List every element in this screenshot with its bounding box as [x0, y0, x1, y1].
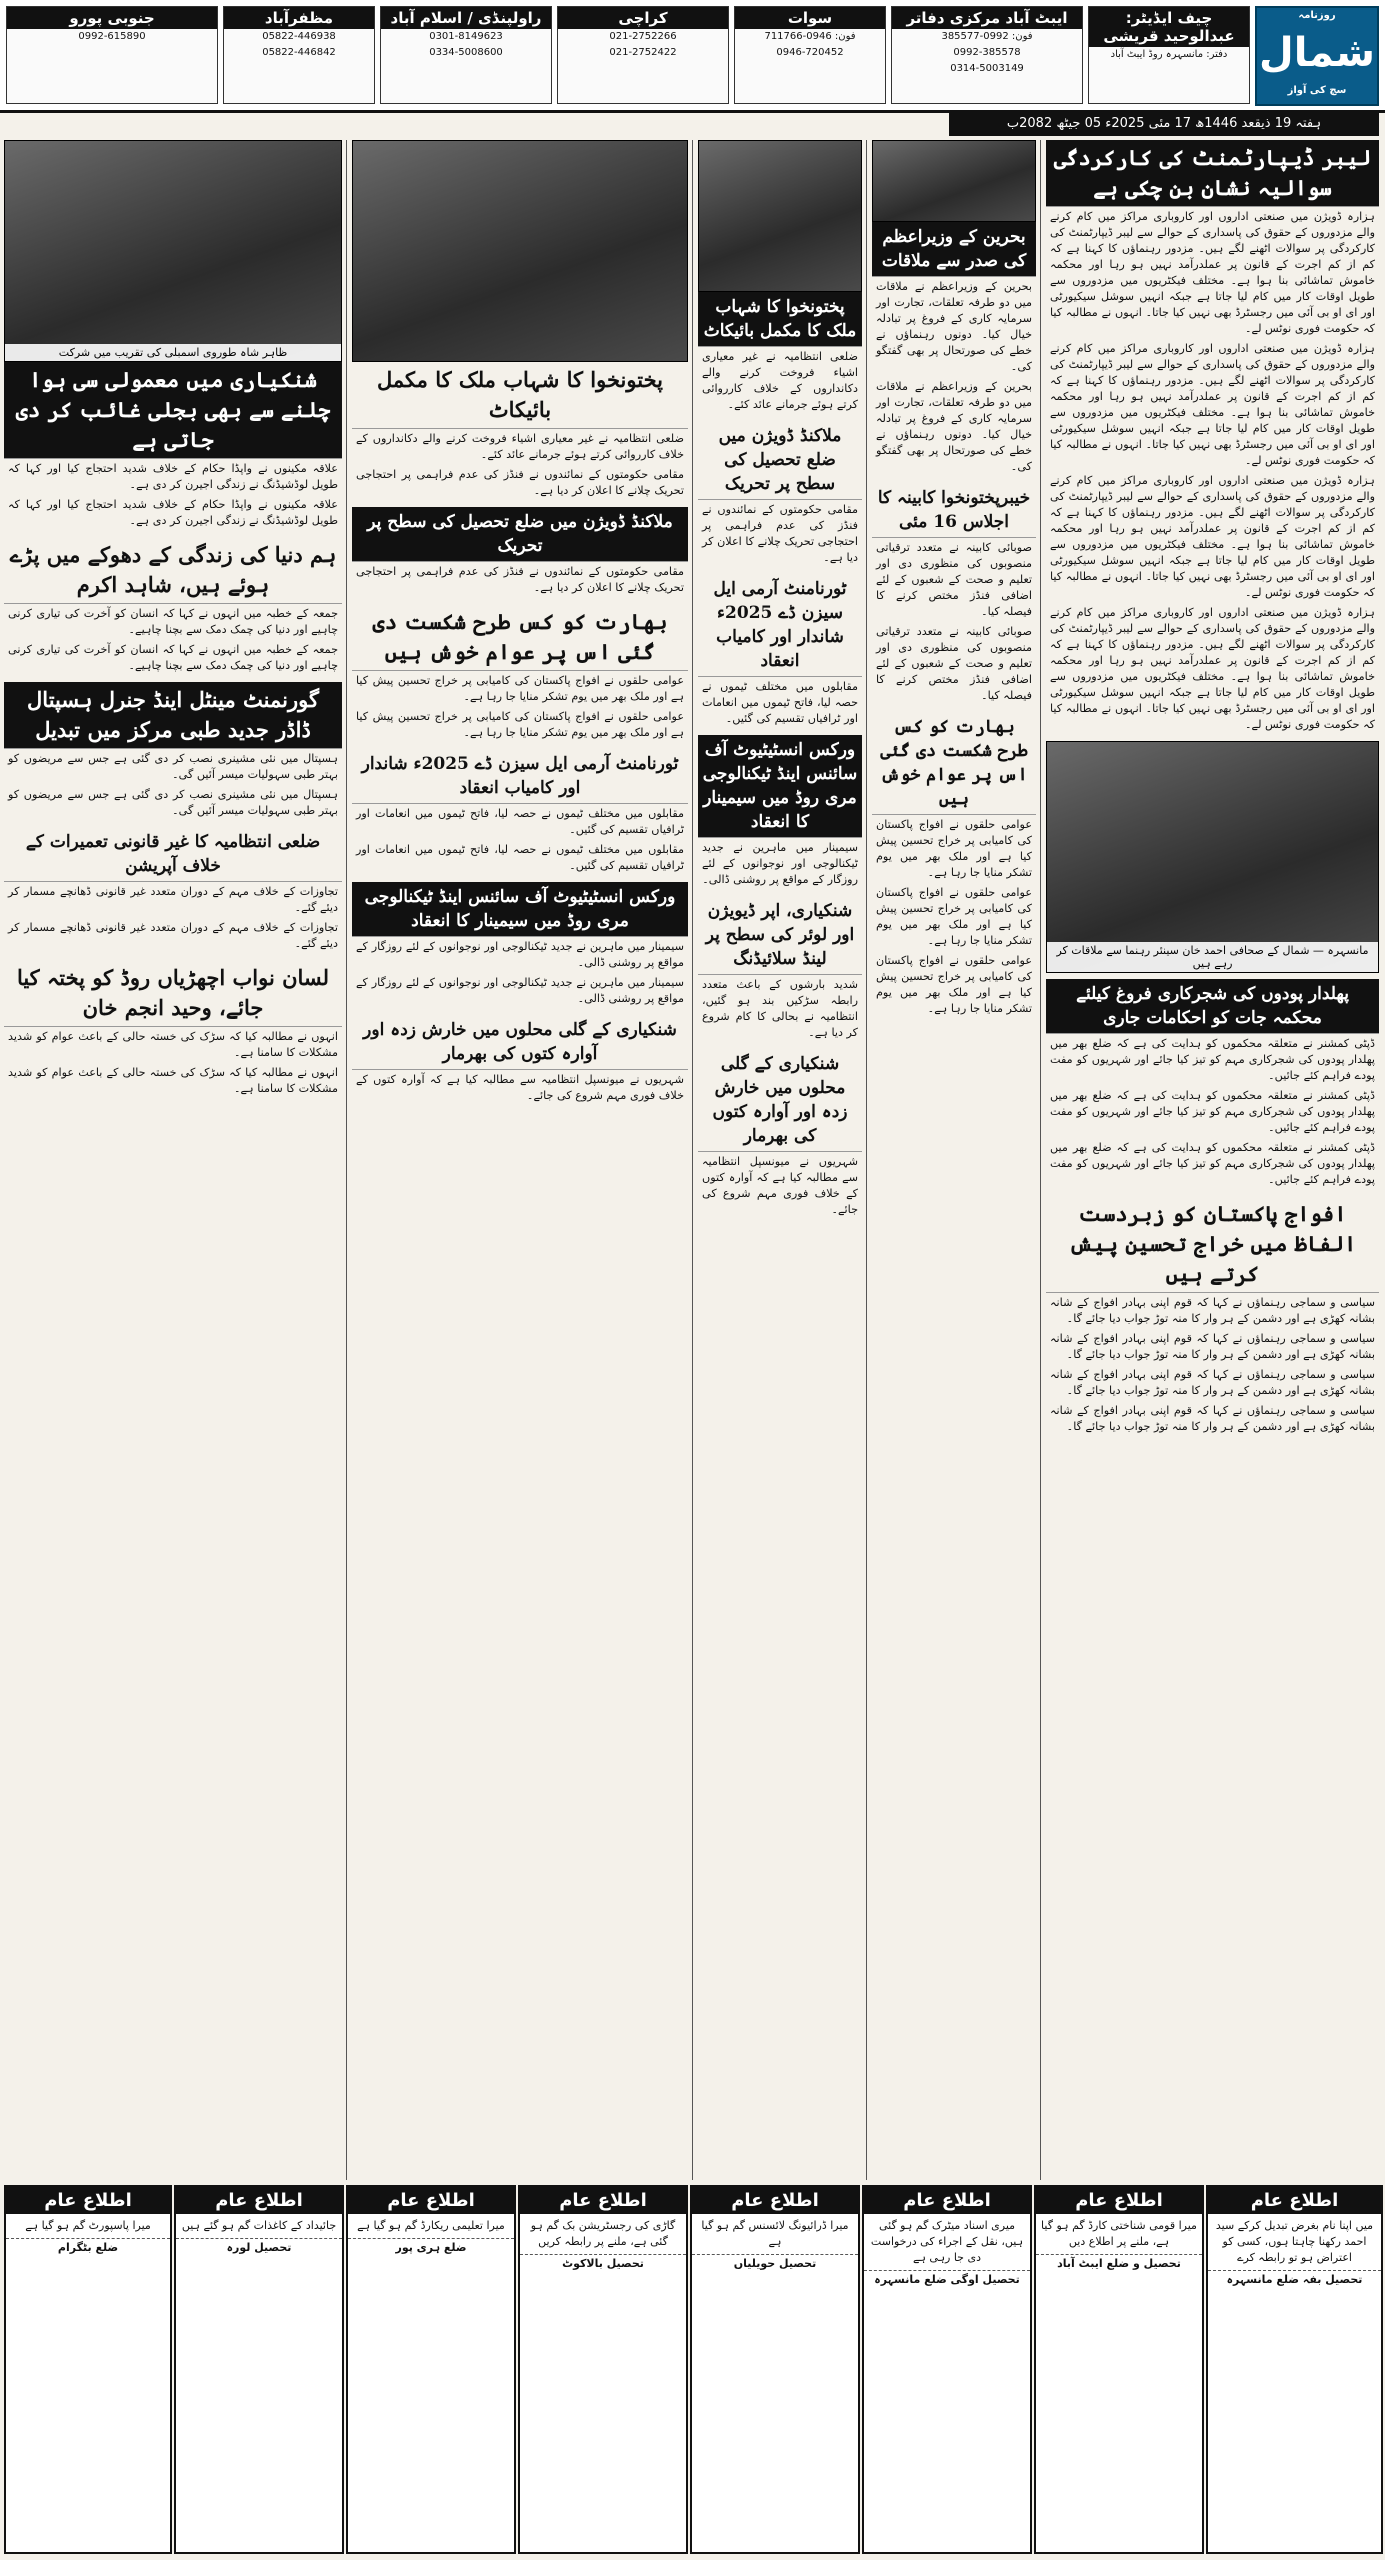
story — [872, 712, 1036, 1019]
office-line: فون: 0946-711766 — [764, 31, 856, 42]
public-notice — [690, 2185, 860, 2554]
story-body: عوامی حلقوں نے افواج پاکستان کی کامیابی پر خراج تحسین پیش کیا ہے اور ملک بھر میں یوم تشکر منایا جا رہا ہے۔ — [876, 954, 1032, 1015]
story-body: عوامی حلقوں نے افواج پاکستان کی کامیابی پر خراج تحسین پیش کیا ہے اور ملک بھر میں یوم تشکر منایا جا رہا ہے۔ — [356, 674, 684, 703]
story-body: مقامی حکومتوں کے نمائندوں نے فنڈز کی عدم فراہمی پر احتجاجی تحریک چلانے کا اعلان کر دیا ہے۔ — [702, 503, 858, 564]
notice-body: میں اپنا نام بغرض تبدیل کرکے سید احمد رکھنا چاہتا ہوں، کسی کو اعتراض ہو تو رابطہ کرے — [1215, 2219, 1374, 2264]
story-headline: شنکیاری میں معمولی سی ہوا چلنے سے بھی بجلی غائب کر دی جاتی ہے — [4, 362, 342, 459]
office-box — [891, 6, 1083, 104]
story-body: ضلعی انتظامیہ نے غیر معیاری اشیاء فروخت کرنے والے دکانداروں کے خلاف کارروائی کرتے ہوئے جرمانے عائد کئے۔ — [702, 350, 858, 411]
office-box — [380, 6, 552, 104]
public-notice — [862, 2185, 1032, 2554]
story-body: مقامی حکومتوں کے نمائندوں نے فنڈز کی عدم فراہمی پر احتجاجی تحریک چلانے کا اعلان کر دیا ہے۔ — [356, 468, 684, 497]
story — [352, 882, 688, 1009]
story — [1046, 979, 1379, 1190]
story — [352, 507, 688, 598]
story-photo — [4, 140, 342, 362]
office-line: 05822-446938 — [262, 31, 336, 42]
story-body: عوامی حلقوں نے افواج پاکستان کی کامیابی پر خراج تحسین پیش کیا ہے اور ملک بھر میں یوم تشکر منایا جا رہا ہے۔ — [876, 886, 1032, 947]
notice-footer: ضلع ہری پور — [348, 2238, 514, 2256]
story-headline: ملاکنڈ ڈویژن میں ضلع تحصیل کی سطح پر تحریک — [352, 507, 688, 562]
column-lead — [1046, 140, 1379, 2175]
story-headline: ملاکنڈ ڈویژن میں ضلع تحصیل کی سطح پر تحریک — [698, 421, 862, 500]
story-body: بحرین کے وزیراعظم نے ملاقات میں دو طرفہ تعلقات، تجارت اور سرمایہ کاری کے فروغ پر تبادلہ خیال کیا۔ دونوں رہنماؤں نے خطے کی صورتحال پر بھی گفتگو کی۔ — [876, 280, 1032, 373]
story — [698, 896, 862, 1043]
notice-footer: تحصیل و ضلع ایبٹ آباد — [1036, 2254, 1202, 2272]
lead-body: ہزارہ ڈویژن میں صنعتی اداروں اور کاروباری مراکز میں کام کرنے والے مزدوروں کے حقوق کی پاسداری کے حوالے سے لیبر ڈیپارٹمنٹ کی کارکردگی پر سوالات اٹھنے لگے ہیں۔ مزدور رہنماؤں کا کہنا ہے کہ کم از کم اجرت کے قانون پر عملدرآمد نہیں ہو رہا اور محکمہ خاموش تماشائی بنا ہوا ہے۔ مختلف فیکٹریوں میں مزدوروں سے طویل اوقات کار میں کام لیا جاتا ہے جبکہ انہیں سوشل سیکیورٹی اور ای او بی آئی میں رجسٹرڈ بھی نہیں کیا جاتا۔ انہوں نے مطالبہ کیا کہ حکومت فوری نوٹس لے۔ — [1050, 210, 1375, 335]
office-line: 0992-615890 — [78, 31, 146, 42]
office-name: سوات — [735, 7, 885, 29]
notice-body: میرا تعلیمی ریکارڈ گم ہو گیا ہے — [357, 2219, 505, 2232]
notice-body: جائیداد کے کاغذات گم ہو گئے ہیں — [181, 2219, 337, 2232]
story-headline: بھارت کو کس طرح شکست دی گئی اس پر عوام خوش ہیں — [872, 712, 1036, 815]
story-headline: شنکیاری، اپر ڈیویژن اور لوئر کی سطح پر لینڈ سلائیڈنگ — [698, 896, 862, 975]
story-body: ضلعی انتظامیہ نے غیر معیاری اشیاء فروخت کرنے والے دکانداروں کے خلاف کارروائی کرتے ہوئے جرمانے عائد کئے۔ — [356, 432, 684, 461]
office-line: 0314-5003149 — [950, 63, 1024, 74]
public-notice — [518, 2185, 688, 2554]
logo-sub: روزنامہ — [1298, 10, 1336, 21]
story-body: بحرین کے وزیراعظم نے ملاقات میں دو طرفہ تعلقات، تجارت اور سرمایہ کاری کے فروغ پر تبادلہ خیال کیا۔ دونوں رہنماؤں نے خطے کی صورتحال پر بھی گفتگو کی۔ — [876, 380, 1032, 473]
story-body: سیاسی و سماجی رہنماؤں نے کہا کہ قوم اپنی بہادر افواج کے شانہ بشانہ کھڑی ہے اور دشمن کے ہر وار کا منہ توڑ جواب دیا جائے گا۔ — [1050, 1332, 1375, 1361]
story-photo — [698, 140, 862, 292]
story-body: عوامی حلقوں نے افواج پاکستان کی کامیابی پر خراج تحسین پیش کیا ہے اور ملک بھر میں یوم تشکر منایا جا رہا ہے۔ — [356, 710, 684, 739]
story — [1046, 1196, 1379, 1437]
story-headline: لسان نواب اچھڑیاں روڈ کو پختہ کیا جائے، وحید انجم خان — [4, 960, 342, 1027]
office-line: 05822-446842 — [262, 47, 336, 58]
story — [872, 222, 1036, 477]
story-headline: ضلعی انتظامیہ کا غیر قانونی تعمیرات کے خلاف آپریشن — [4, 827, 342, 882]
notice-body: گاڑی کی رجسٹریشن بک گم ہو گئی ہے، ملنے پر رابطہ کریں — [530, 2219, 676, 2248]
column-5 — [4, 140, 342, 2175]
notice-title: اطلاع عام — [6, 2187, 170, 2214]
story-body: تجاوزات کے خلاف مہم کے دوران متعدد غیر قانونی ڈھانچے مسمار کر دیئے گئے۔ — [8, 921, 338, 950]
notice-body: میری اسناد میٹرک گم ہو گئی ہیں، نقل کے اجراء کی درخواست دی جا رہی ہے — [870, 2219, 1024, 2264]
office-box — [1088, 6, 1250, 104]
notice-footer: تحصیل لورہ — [176, 2238, 342, 2256]
notice-title: اطلاع عام — [692, 2187, 858, 2214]
story-body: مقابلوں میں مختلف ٹیموں نے حصہ لیا، فاتح ٹیموں میں انعامات اور ٹرافیاں تقسیم کی گئیں۔ — [356, 843, 684, 872]
office-line: 0992-385578 — [953, 47, 1021, 58]
office-name: راولپنڈی / اسلام آباد — [381, 7, 551, 29]
office-line: 021-2752422 — [609, 47, 677, 58]
story-body: علاقہ مکینوں نے واپڈا حکام کے خلاف شدید احتجاج کیا اور کہا کہ طویل لوڈشیڈنگ نے زندگی اجیرن کر دی ہے۔ — [8, 462, 338, 491]
story-body: شدید بارشوں کے باعث متعدد رابطہ سڑکیں بند ہو گئیں، انتظامیہ نے بحالی کا کام شروع کر دیا ہے۔ — [702, 978, 858, 1039]
notice-title: اطلاع عام — [348, 2187, 514, 2214]
lead-story — [1046, 140, 1379, 735]
story — [4, 362, 342, 531]
office-name: جنوبی پورو — [7, 7, 217, 29]
notice-body: میرا ڈرائیونگ لائسنس گم ہو گیا ہے — [701, 2219, 849, 2248]
story-headline: شنکیاری کے گلی محلوں میں خارش زدہ اور آوارہ کتوں کی بھرمار — [698, 1049, 862, 1152]
story-headline: ٹورنامنٹ آرمی ایل سیزن ڈے 2025ء شاندار اور کامیاب انعقاد — [698, 574, 862, 677]
notice-title: اطلاع عام — [1208, 2187, 1381, 2214]
public-notice — [174, 2185, 344, 2554]
story-headline: بحرین کے وزیراعظم کی صدر سے ملاقات — [872, 222, 1036, 277]
column-divider — [1040, 140, 1041, 2180]
office-line: 021-2752266 — [609, 31, 677, 42]
story-body: مقابلوں میں مختلف ٹیموں نے حصہ لیا، فاتح ٹیموں میں انعامات اور ٹرافیاں تقسیم کی گئیں۔ — [356, 807, 684, 836]
notice-body: میرا پاسپورٹ گم ہو گیا ہے — [25, 2219, 151, 2232]
story-body: سیمینار میں ماہرین نے جدید ٹیکنالوجی اور نوجوانوں کے لئے روزگار کے مواقع پر روشنی ڈالی۔ — [702, 841, 858, 886]
story — [4, 960, 342, 1099]
lead-photo — [1046, 741, 1379, 973]
story-body: سیاسی و سماجی رہنماؤں نے کہا کہ قوم اپنی بہادر افواج کے شانہ بشانہ کھڑی ہے اور دشمن کے ہر وار کا منہ توڑ جواب دیا جائے گا۔ — [1050, 1368, 1375, 1397]
story-body: جمعہ کے خطبہ میں انہوں نے کہا کہ انسان کو آخرت کی تیاری کرنی چاہیے اور دنیا کی چمک دمک سے بچنا چاہیے۔ — [8, 643, 338, 672]
story-body: ڈپٹی کمشنر نے متعلقہ محکموں کو ہدایت کی ہے کہ ضلع بھر میں پھلدار پودوں کی شجرکاری مہم کو تیز کیا جائے اور شہریوں کو مفت پودے فراہم کئے جائیں۔ — [1050, 1089, 1375, 1134]
office-name: ایبٹ آباد مرکزی دفاتر — [892, 7, 1082, 29]
story-body: انہوں نے مطالبہ کیا کہ سڑک کی خستہ حالی کے باعث عوام کو شدید مشکلات کا سامنا ہے۔ — [8, 1030, 338, 1059]
story-headline: ورکس انسٹیٹیوٹ آف سائنس اینڈ ٹیکنالوجی مری روڈ میں سیمینار کا انعقاد — [698, 735, 862, 838]
story-photo — [872, 140, 1036, 222]
story-body: ڈپٹی کمشنر نے متعلقہ محکموں کو ہدایت کی ہے کہ ضلع بھر میں پھلدار پودوں کی شجرکاری مہم کو تیز کیا جائے اور شہریوں کو مفت پودے فراہم کئے جائیں۔ — [1050, 1037, 1375, 1082]
notice-footer: تحصیل بالاکوٹ — [520, 2254, 686, 2272]
story-body: انہوں نے مطالبہ کیا کہ سڑک کی خستہ حالی کے باعث عوام کو شدید مشکلات کا سامنا ہے۔ — [8, 1066, 338, 1095]
story-body: مقامی حکومتوں کے نمائندوں نے فنڈز کی عدم فراہمی پر احتجاجی تحریک چلانے کا اعلان کر دیا ہے۔ — [356, 565, 684, 594]
story-body: شہریوں نے میونسپل انتظامیہ سے مطالبہ کیا ہے کہ آوارہ کتوں کے خلاف فوری مہم شروع کی جائے۔ — [702, 1155, 858, 1216]
photo-caption: ظاہر شاہ طوروی اسمبلی کی تقریب میں شرکت — [5, 344, 341, 361]
story — [352, 749, 688, 876]
story-body: سیاسی و سماجی رہنماؤں نے کہا کہ قوم اپنی بہادر افواج کے شانہ بشانہ کھڑی ہے اور دشمن کے ہر وار کا منہ توڑ جواب دیا جائے گا۔ — [1050, 1296, 1375, 1325]
logo-tagline: سچ کی آواز — [1287, 85, 1347, 96]
notice-footer: ضلع بٹگرام — [6, 2238, 170, 2256]
public-notice — [346, 2185, 516, 2554]
column-4 — [352, 140, 688, 2175]
story-headline: پختونخوا کا شہاب ملک کا مکمل بائیکاٹ — [698, 292, 862, 347]
story-body: صوبائی کابینہ نے متعدد ترقیاتی منصوبوں کی منظوری دی اور تعلیم و صحت کے شعبوں کے لئے اضافی فنڈز مختص کرنے کا فیصلہ کیا۔ — [876, 625, 1032, 702]
story-headline: بھارت کو کس طرح شکست دی گئی اس پر عوام خوش ہیں — [352, 604, 688, 671]
story-headline: ہم دنیا کی زندگی کے دھوکے میں پڑے ہوئے ہیں، شاہد اکرم — [4, 537, 342, 604]
office-box — [734, 6, 886, 104]
story — [4, 537, 342, 676]
story — [352, 1015, 688, 1106]
column-divider — [692, 140, 693, 2180]
story — [352, 604, 688, 743]
notice-footer: تحصیل اوگی ضلع مانسہرہ — [864, 2270, 1030, 2288]
notice-title: اطلاع عام — [864, 2187, 1030, 2214]
public-notice — [1034, 2185, 1204, 2554]
column-divider — [346, 140, 347, 2180]
story-body: جمعہ کے خطبہ میں انہوں نے کہا کہ انسان کو آخرت کی تیاری کرنی چاہیے اور دنیا کی چمک دمک سے بچنا چاہیے۔ — [8, 607, 338, 636]
office-line: فون: 0992-385577 — [941, 31, 1033, 42]
office-line: دفتر: مانسہرہ روڈ ایبٹ آباد — [1110, 49, 1228, 60]
column-divider — [866, 140, 867, 2180]
notice-title: اطلاع عام — [1036, 2187, 1202, 2214]
lead-body: ہزارہ ڈویژن میں صنعتی اداروں اور کاروباری مراکز میں کام کرنے والے مزدوروں کے حقوق کی پاسداری کے حوالے سے لیبر ڈیپارٹمنٹ کی کارکردگی پر سوالات اٹھنے لگے ہیں۔ مزدور رہنماؤں کا کہنا ہے کہ کم از کم اجرت کے قانون پر عملدرآمد نہیں ہو رہا اور محکمہ خاموش تماشائی بنا ہوا ہے۔ مختلف فیکٹریوں میں مزدوروں سے طویل اوقات کار میں کام لیا جاتا ہے جبکہ انہیں سوشل سیکیورٹی اور ای او بی آئی میں رجسٹرڈ بھی نہیں کیا جاتا۔ انہوں نے مطالبہ کیا کہ حکومت فوری نوٹس لے۔ — [1050, 474, 1375, 599]
story-headline: ٹورنامنٹ آرمی ایل سیزن ڈے 2025ء شاندار اور کامیاب انعقاد — [352, 749, 688, 804]
story — [4, 827, 342, 954]
story-body: ہسپتال میں نئی مشینری نصب کر دی گئی ہے جس سے مریضوں کو بہتر طبی سہولیات میسر آئیں گی۔ — [8, 752, 338, 781]
story-body: ڈپٹی کمشنر نے متعلقہ محکموں کو ہدایت کی ہے کہ ضلع بھر میں پھلدار پودوں کی شجرکاری مہم کو تیز کیا جائے اور شہریوں کو مفت پودے فراہم کئے جائیں۔ — [1050, 1141, 1375, 1186]
masthead — [0, 0, 1385, 113]
column-3 — [698, 140, 862, 2175]
newspaper-logo — [1255, 6, 1379, 106]
logo-title: شمال — [1259, 30, 1375, 76]
story-body: سیاسی و سماجی رہنماؤں نے کہا کہ قوم اپنی بہادر افواج کے شانہ بشانہ کھڑی ہے اور دشمن کے ہر وار کا منہ توڑ جواب دیا جائے گا۔ — [1050, 1404, 1375, 1433]
story — [698, 574, 862, 729]
office-line: 0334-5008600 — [429, 47, 503, 58]
public-notice — [1206, 2185, 1383, 2554]
photo-caption: مانسہرہ — شمال کے صحافی احمد خان سینئر رہنما سے ملاقات کر رہے ہیں — [1047, 942, 1378, 972]
story-headline: پھلدار پودوں کی شجرکاری فروغ کیلئے محکمہ جات کو احکامات جاری — [1046, 979, 1379, 1034]
office-name: مظفرآباد — [224, 7, 374, 29]
story-body: ہسپتال میں نئی مشینری نصب کر دی گئی ہے جس سے مریضوں کو بہتر طبی سہولیات میسر آئیں گی۔ — [8, 788, 338, 817]
story-headline: پختونخوا کا شہاب ملک کا مکمل بائیکاٹ — [352, 362, 688, 429]
story-body: سیمینار میں ماہرین نے جدید ٹیکنالوجی اور نوجوانوں کے لئے روزگار کے مواقع پر روشنی ڈالی۔ — [356, 976, 684, 1005]
office-box — [557, 6, 729, 104]
story-body: علاقہ مکینوں نے واپڈا حکام کے خلاف شدید احتجاج کیا اور کہا کہ طویل لوڈشیڈنگ نے زندگی اجیرن کر دی ہے۔ — [8, 498, 338, 527]
lead-body: ہزارہ ڈویژن میں صنعتی اداروں اور کاروباری مراکز میں کام کرنے والے مزدوروں کے حقوق کی پاسداری کے حوالے سے لیبر ڈیپارٹمنٹ کی کارکردگی پر سوالات اٹھنے لگے ہیں۔ مزدور رہنماؤں کا کہنا ہے کہ کم از کم اجرت کے قانون پر عملدرآمد نہیں ہو رہا اور محکمہ خاموش تماشائی بنا ہوا ہے۔ مختلف فیکٹریوں میں مزدوروں سے طویل اوقات کار میں کام لیا جاتا ہے جبکہ انہیں سوشل سیکیورٹی اور ای او بی آئی میں رجسٹرڈ بھی نہیں کیا جاتا۔ انہوں نے مطالبہ کیا کہ حکومت فوری نوٹس لے۔ — [1050, 606, 1375, 731]
story — [4, 682, 342, 821]
office-line: 0301-8149623 — [429, 31, 503, 42]
story-body: تجاوزات کے خلاف مہم کے دوران متعدد غیر قانونی ڈھانچے مسمار کر دیئے گئے۔ — [8, 885, 338, 914]
story — [698, 292, 862, 415]
column-2 — [872, 140, 1036, 2175]
office-box — [6, 6, 218, 104]
story — [352, 362, 688, 501]
story-body: صوبائی کابینہ نے متعدد ترقیاتی منصوبوں کی منظوری دی اور تعلیم و صحت کے شعبوں کے لئے اضافی فنڈز مختص کرنے کا فیصلہ کیا۔ — [876, 541, 1032, 618]
story-headline: گورنمنٹ مینٹل اینڈ جنرل ہسپتال ڈاڈر جدید طبی مرکز میں تبدیل — [4, 682, 342, 749]
office-box — [223, 6, 375, 104]
story-body: عوامی حلقوں نے افواج پاکستان کی کامیابی پر خراج تحسین پیش کیا ہے اور ملک بھر میں یوم تشکر منایا جا رہا ہے۔ — [876, 818, 1032, 879]
lead-headline: لیبر ڈیپارٹمنٹ کی کارکردگی سوالیہ نشان بن چکی ہے — [1046, 140, 1379, 207]
story-headline: شنکیاری کے گلی محلوں میں خارش زدہ اور آوارہ کتوں کی بھرمار — [352, 1015, 688, 1070]
story-headline: افواج پاکستان کو زبردست الفاظ میں خراج تحسین پیش کرتے ہیں — [1046, 1196, 1379, 1293]
notice-body: میرا قومی شناختی کارڈ گم ہو گیا ہے، ملنے پر اطلاع دیں — [1041, 2219, 1197, 2248]
story — [698, 1049, 862, 1220]
notice-footer: تحصیل بفہ ضلع مانسہرہ — [1208, 2270, 1381, 2288]
story-photo — [352, 140, 688, 362]
story — [872, 483, 1036, 706]
story-headline: خیبرپختونخوا کابینہ کا اجلاس 16 مئی — [872, 483, 1036, 538]
office-name: کراچی — [558, 7, 728, 29]
dateline: ہفتہ 19 ذیقعد 1446ھ 17 مئی 2025ء 05 جیٹھ 2082ب — [949, 112, 1379, 136]
story-headline: ورکس انسٹیٹیوٹ آف سائنس اینڈ ٹیکنالوجی مری روڈ میں سیمینار کا انعقاد — [352, 882, 688, 937]
office-line: 0946-720452 — [776, 47, 844, 58]
lead-body: ہزارہ ڈویژن میں صنعتی اداروں اور کاروباری مراکز میں کام کرنے والے مزدوروں کے حقوق کی پاسداری کے حوالے سے لیبر ڈیپارٹمنٹ کی کارکردگی پر سوالات اٹھنے لگے ہیں۔ مزدور رہنماؤں کا کہنا ہے کہ کم از کم اجرت کے قانون پر عملدرآمد نہیں ہو رہا اور محکمہ خاموش تماشائی بنا ہوا ہے۔ مختلف فیکٹریوں میں مزدوروں سے طویل اوقات کار میں کام لیا جاتا ہے جبکہ انہیں سوشل سیکیورٹی اور ای او بی آئی میں رجسٹرڈ بھی نہیں کیا جاتا۔ انہوں نے مطالبہ کیا کہ حکومت فوری نوٹس لے۔ — [1050, 342, 1375, 467]
public-notice — [4, 2185, 172, 2554]
notice-title: اطلاع عام — [176, 2187, 342, 2214]
notice-title: اطلاع عام — [520, 2187, 686, 2214]
story-body: سیمینار میں ماہرین نے جدید ٹیکنالوجی اور نوجوانوں کے لئے روزگار کے مواقع پر روشنی ڈالی۔ — [356, 940, 684, 969]
story-body: شہریوں نے میونسپل انتظامیہ سے مطالبہ کیا ہے کہ آوارہ کتوں کے خلاف فوری مہم شروع کی جائے۔ — [356, 1073, 684, 1102]
story-body: مقابلوں میں مختلف ٹیموں نے حصہ لیا، فاتح ٹیموں میں انعامات اور ٹرافیاں تقسیم کی گئیں۔ — [702, 680, 858, 725]
story — [698, 735, 862, 890]
notice-footer: تحصیل حویلیاں — [692, 2254, 858, 2272]
story — [698, 421, 862, 568]
office-name: چیف ایڈیٹر: عبدالوحید قریشی — [1089, 7, 1249, 47]
